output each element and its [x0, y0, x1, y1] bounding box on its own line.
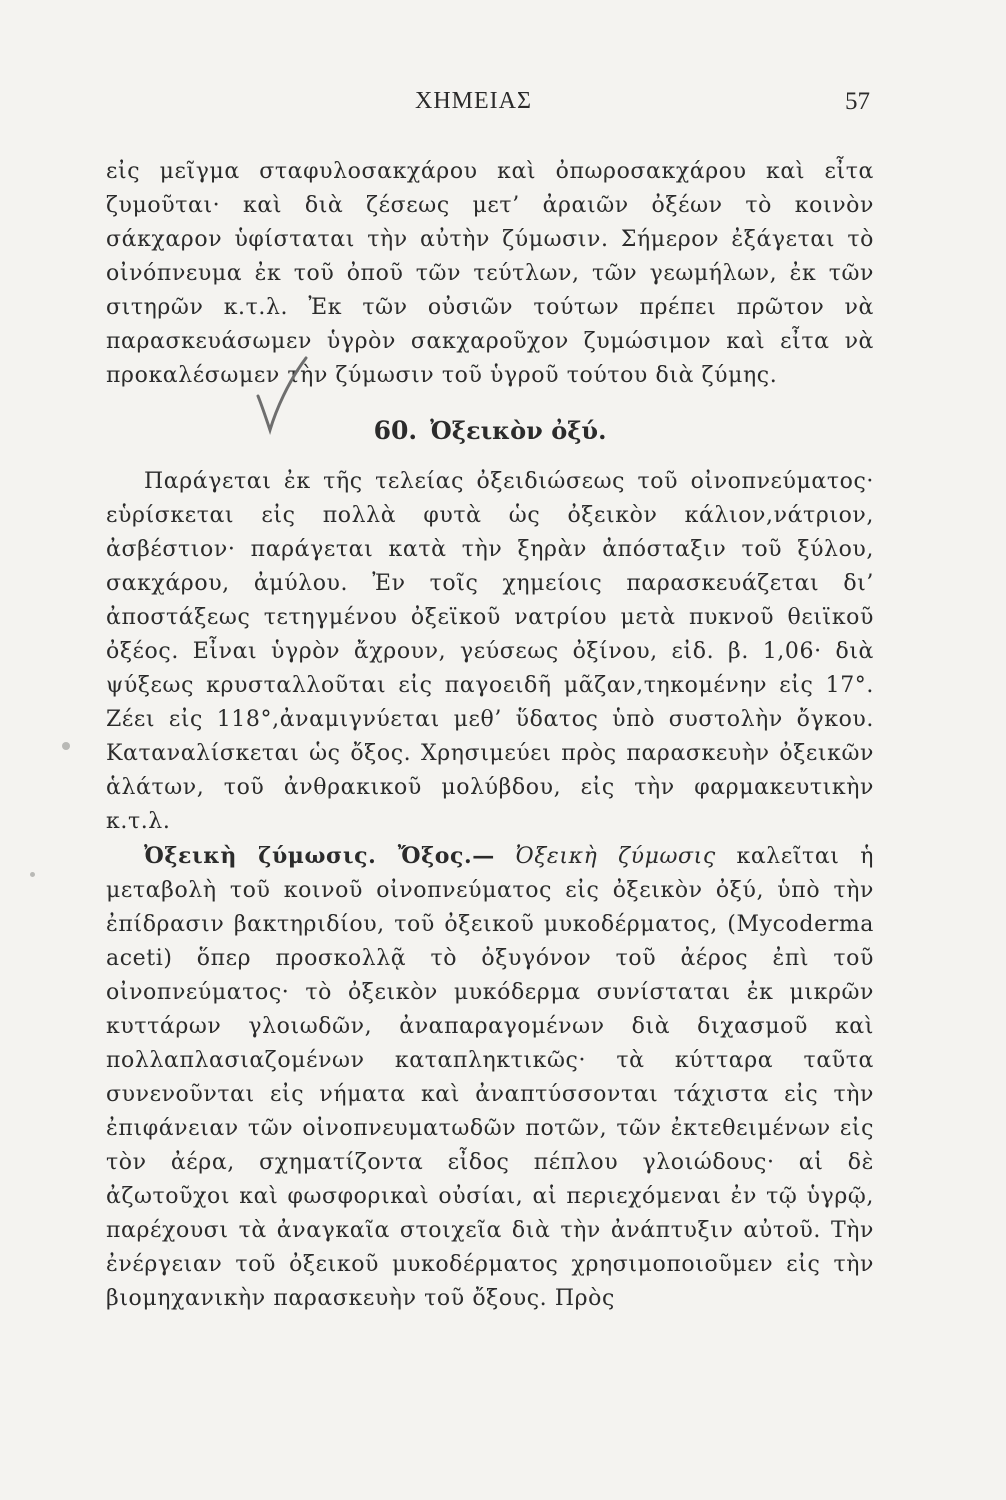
pencil-check-mark: [244, 352, 314, 442]
intro-paragraph: εἰς μεῖγμα σταφυλοσακχάρου καὶ ὀπωροσακχάρου καὶ εἶτα ζυμοῦται· καὶ διὰ ζέσεως μετ’ ἀραιῶν ὀξέων τὸ κοινὸν σάκχαρον ὑφίσταται τὴν αὐτὴν ζύμωσιν. Σήμερον ἐξάγεται τὸ οἰνόπνευμα ἐκ τοῦ ὀποῦ τῶν τεύτλων, τῶν γεωμήλων, ἐκ τῶν σιτηρῶν κ.τ.λ. Ἐκ τῶν οὐσιῶν τούτων πρέπει πρῶτον νὰ παρασκευάσωμεν ὑγρὸν σακχαροῦχον ζυμώσιμον καὶ εἶτα νὰ προκαλέσωμεν τὴν ζύμωσιν τοῦ ὑγροῦ τούτου διὰ ζύμης.: [106, 159, 874, 388]
fermentation-body: καλεῖται ἡ μεταβολὴ τοῦ κοινοῦ οἰνοπνεύματος εἰς ὀξεικὸν ὀξύ, ὑπὸ τὴν ἐπίδρασιν βακτηριδίου, τοῦ ὀξεικοῦ μυκοδέρματος, (Mycoderma aceti) ὅπερ προσκολλᾷ τὸ ὀξυγόνον τοῦ ἀέρος ἐπὶ τοῦ οἰνοπνεύματος· τὸ ὀξεικὸν μυκόδερμα συνίσταται ἐκ μικρῶν κυττάρων γλοιωδῶν, ἀναπαραγομένων διὰ διχασμοῦ καὶ πολλαπλασιαζομένων καταπληκτικῶς· τὰ κύτταρα ταῦτα συνενοῦνται εἰς νήματα καὶ ἀναπτύσσονται τάχιστα εἰς τὴν ἐπιφάνειαν τῶν οἰνοπνευματωδῶν ποτῶν, τῶν ἐκτεθειμένων εἰς τὸν ἀέρα, σχηματίζοντα εἶδος πέπλου γλοιώδους· αἱ δὲ ἀζωτοῦχοι καὶ φωσφορικαὶ οὐσίαι, αἱ περιεχόμεναι ἐν τῷ ὑγρῷ, παρέχουσι τὰ ἀναγκαῖα στοιχεῖα διὰ τὴν ἀνάπτυξιν αὐτοῦ. Τὴν ἐνέργειαν τοῦ ὀξεικοῦ μυκοδέρματος χρησιμοποιοῦμεν εἰς τὴν βιομηχανικὴν παρασκευὴν τοῦ ὄξους. Πρὸς: [106, 844, 874, 1311]
section-number: 60.: [373, 416, 418, 445]
body-text: [106, 155, 874, 1316]
section-heading: [106, 411, 874, 451]
section-title: Ὀξεικὸν ὀξύ.: [430, 416, 607, 445]
page-number: 57: [845, 88, 870, 115]
section-paragraph: Παράγεται ἐκ τῆς τελείας ὀξειδιώσεως τοῦ οἰνοπνεύματος· εὑρίσκεται εἰς πολλὰ φυτὰ ὡς ὀξεικὸν κάλιον,νάτριον, ἀσβέστιον· παράγεται κατὰ τὴν ξηρὰν ἀπόσταξιν τοῦ ξύλου, σακχάρου, ἀμύλου. Ἐν τοῖς χημείοις παρασκευάζεται δι’ ἀποστάξεως τετηγμένου ὀξεϊκοῦ νατρίου μετὰ πυκνοῦ θειϊκοῦ ὀξέος. Εἶναι ὑγρὸν ἄχρουν, γεύσεως ὀξίνου, εἰδ. β. 1,06· διὰ ψύξεως κρυσταλλοῦται εἰς παγοειδῆ μᾶζαν,τηκομένην εἰς 17°. Ζέει εἰς 118°,ἀναμιγνύεται μεθ’ ὕδατος ὑπὸ συστολὴν ὄγκου. Καταναλίσκεται ὡς ὄξος. Χρησιμεύει πρὸς παρασκευὴν ὀξεικῶν ἁλάτων, τοῦ ἀνθρακικοῦ μολύβδου, εἰς τὴν φαρμακευτικὴν κ.τ.λ.: [106, 469, 874, 834]
fermentation-paragraph: [106, 839, 874, 1316]
running-title: ΧΗΜΕΙΑΣ: [415, 88, 532, 114]
running-head: [110, 88, 870, 128]
fermentation-lead: Ὀξεικὴ ζύμωσις: [515, 844, 716, 869]
paper-spot: [62, 742, 70, 750]
paper-spot: [30, 872, 35, 877]
fermentation-heading: Ὀξεικὴ ζύμωσις. Ὄξος.—: [144, 843, 495, 869]
